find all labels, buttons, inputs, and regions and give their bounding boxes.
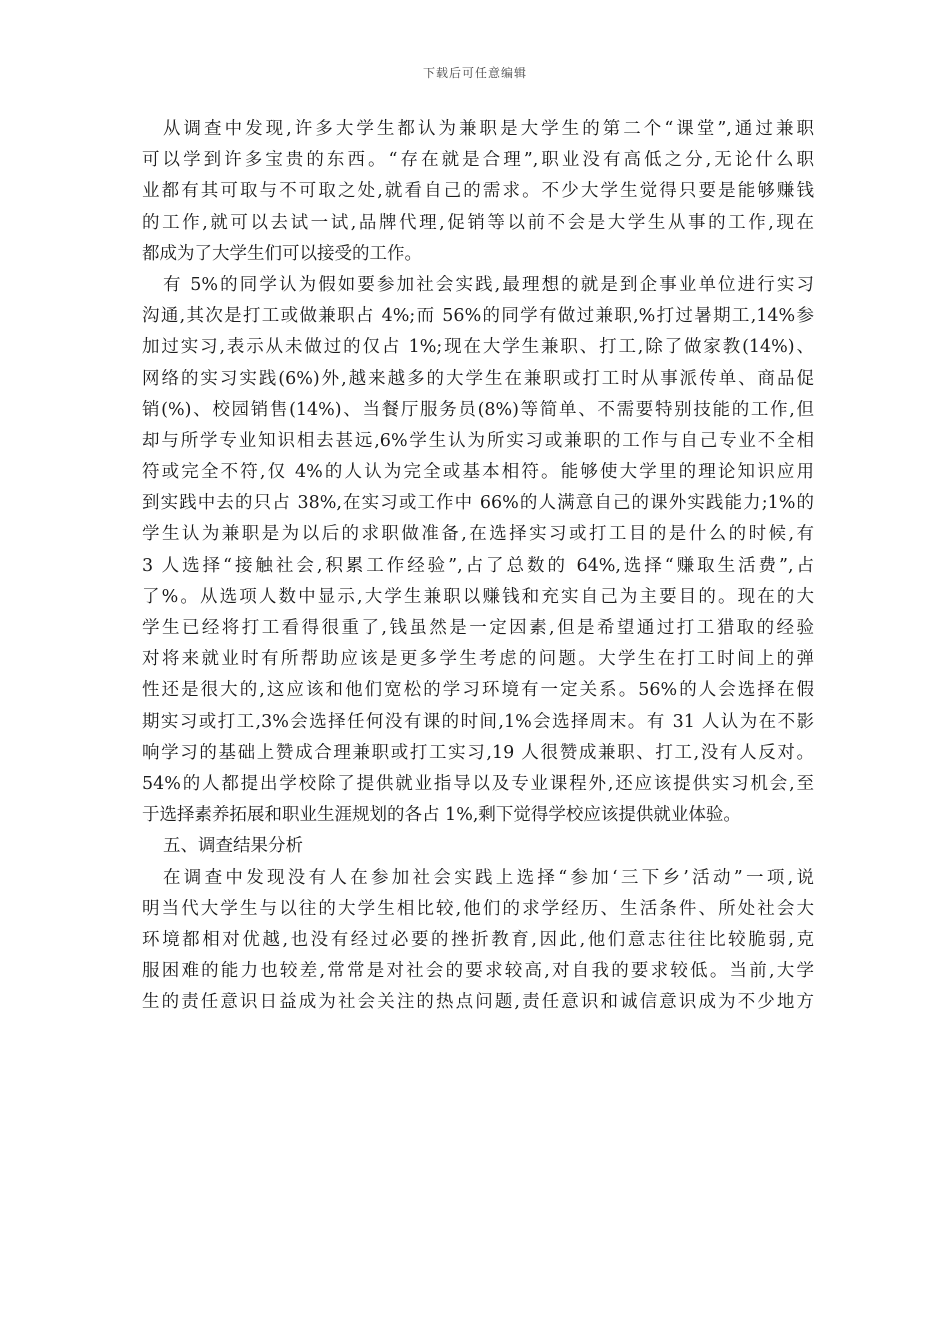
text-line: 加过实习,表示从未做过的仅占 1%;现在大学生兼职、打工,除了做家教(14%)、 (142, 337, 814, 358)
text-line: 学生已经将打工看得很重了,钱虽然是一定因素,但是希望通过打工猎取的经验 (142, 618, 814, 638)
text-line: 响学习的基础上赞成合理兼职或打工实习,19 人很赞成兼职、打工,没有人反对。 (142, 742, 814, 763)
text-line: 于选择素养拓展和职业生涯规划的各占 1%,剩下觉得学校应该提供就业体验。 (142, 805, 741, 826)
text-line: 明当代大学生与以往的大学生相比较,他们的求学经历、生活条件、所处社会大 (142, 898, 814, 919)
text-line: 环境都相对优越,也没有经过必要的挫折教育,因此,他们意志往往比较脆弱,克 (142, 929, 814, 950)
text-line: 期实习或打工,3%会选择任何没有课的时间,1%会选择周末。有 31 人认为在不影 (142, 711, 814, 732)
text-line: 网络的实习实践(6%)外,越来越多的大学生在兼职或打工时从事派传单、商品促 (142, 368, 814, 389)
text-line: 54%的人都提出学校除了提供就业指导以及专业课程外,还应该提供实习机会,至 (142, 773, 814, 794)
text-line: 都成为了大学生们可以接受的工作。 (142, 243, 422, 264)
text-line: 却与所学专业知识相去甚远,6%学生认为所实习或兼职的工作与自己专业不全相 (142, 430, 814, 451)
text-line: 服困难的能力也较差,常常是对社会的要求较高,对自我的要求较低。当前,大学 (142, 961, 814, 982)
text-line: 的工作,就可以去试一试,品牌代理,促销等以前不会是大学生从事的工作,现在 (142, 212, 814, 233)
text-line: 性还是很大的,这应该和他们宽松的学习环境有一定关系。56%的人会选择在假 (142, 680, 814, 701)
text-line: 可以学到许多宝贵的东西。“存在就是合理”,职业没有高低之分,无论什么职 (142, 150, 814, 171)
text-line: 3 人选择“接触社会,积累工作经验”,占了总数的 64%,选择“赚取生活费”,占 (142, 555, 814, 576)
text-line: 有 5%的同学认为假如要参加社会实践,最理想的就是到企事业单位进行实习 (163, 274, 814, 295)
text-line: 到实践中去的只占 38%,在实习或工作中 66%的人满意自己的课外实践能力;1%的 (142, 493, 814, 514)
text-line: 了%。从选项人数中显示,大学生兼职以赚钱和充实自己为主要目的。现在的大 (142, 586, 814, 607)
section-heading: 五、调查结果分析 (163, 836, 303, 857)
text-line: 销(%)、校园销售(14%)、当餐厅服务员(8%)等简单、不需要特别技能的工作,但 (142, 399, 814, 420)
header-note: 下载后可任意编辑 (422, 66, 527, 80)
text-line: 符或完全不符,仅 4%的人认为完全或基本相符。能够使大学里的理论知识应用 (142, 462, 814, 483)
text-line: 对将来就业时有所帮助应该是更多学生考虑的问题。大学生在打工时间上的弹 (142, 649, 814, 670)
text-line: 业都有其可取与不可取之处,就看自己的需求。不少大学生觉得只要是能够赚钱 (142, 181, 814, 202)
text-line: 沟通,其次是打工或做兼职占 4%;而 56%的同学有做过兼职,%打过暑期工,14%参 (142, 306, 814, 327)
text-line: 在调查中发现没有人在参加社会实践上选择“参加‘三下乡’活动”一项,说 (163, 867, 814, 888)
text-line: 生的责任意识日益成为社会关注的热点问题,责任意识和诚信意识成为不少地方 (142, 992, 814, 1013)
text-line: 从调查中发现,许多大学生都认为兼职是大学生的第二个“课堂”,通过兼职 (163, 119, 814, 139)
text-line: 学生认为兼职是为以后的求职做准备,在选择实习或打工目的是什么的时候,有 (142, 524, 814, 545)
document-body (142, 114, 814, 1018)
